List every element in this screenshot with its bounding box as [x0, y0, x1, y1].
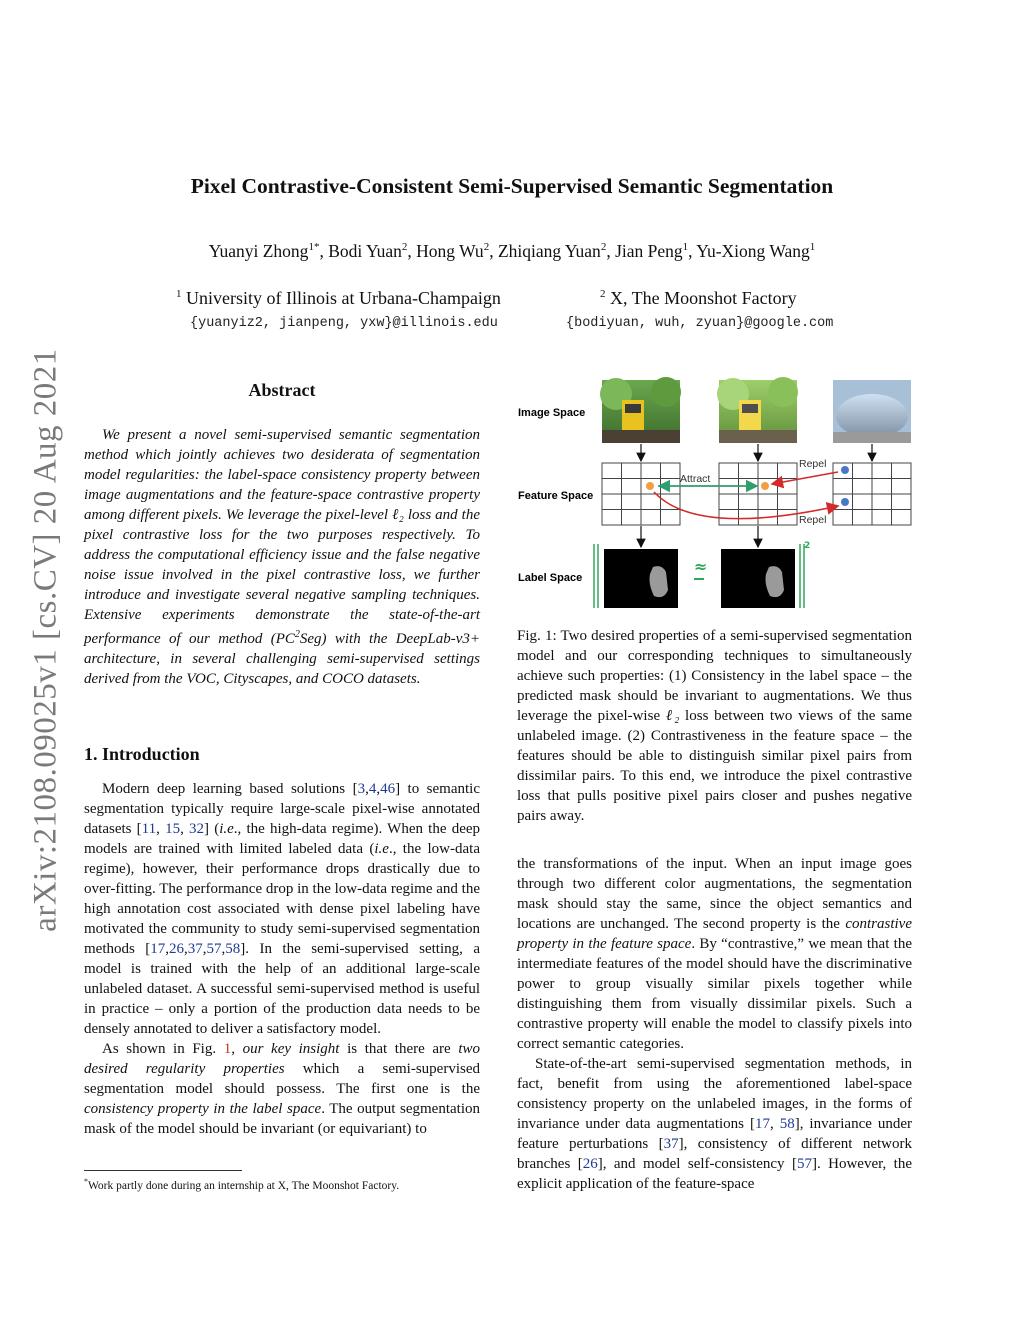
author: Hong Wu — [416, 241, 484, 261]
intro-paragraph-2 — [84, 1039, 480, 1139]
author-mark: 1* — [308, 241, 320, 254]
footnote-rule — [84, 1170, 242, 1171]
citation-link[interactable]: 37 — [187, 941, 203, 957]
text: two desired regularity properties — [84, 1041, 480, 1077]
intro-left-column — [84, 779, 480, 1139]
anchor-pixel-1 — [646, 482, 654, 490]
text: which a semi-supervised segmentation model should possess. The first one is the — [84, 1061, 480, 1097]
text: i.e — [219, 821, 234, 837]
text: ], invariance under feature perturbations [ — [517, 1116, 913, 1152]
figure-link[interactable]: 1 — [223, 1041, 232, 1057]
math-l2: ℓ₂ — [392, 507, 404, 523]
text: is that there are — [339, 1041, 459, 1057]
affiliation-mark: 1 — [176, 288, 182, 300]
image-view-2 — [717, 377, 798, 443]
author-list: Yuanyi Zhong$^{1*}$, Bodi Yuan$^2$, Hong Wu$^2$, Zhiqiang Yuan$^2$, Jian Peng$^1$, Yu-Xiong Wang$^1$ — [208, 241, 816, 261]
author-mark: 2 — [600, 241, 607, 254]
abstract-text: We present a novel semi-supervised semantic segmentation method which jointly achieves two desiderata of segmentation model regularities: the label-space consistency property between image augmentations and the feature-space contrastive property among different pixels. We leverage the pixel-level — [84, 427, 480, 523]
text: State-of-the-art semi-supervised segmentation methods, in fact, benefit from using the aforementioned label-space consistency property on the unlabeled images, in the forms of invariance under data augmentations [ — [517, 1056, 912, 1132]
citation-link[interactable]: 17 — [754, 1116, 770, 1132]
citation-link[interactable]: 58 — [779, 1116, 795, 1132]
image-view-1 — [600, 377, 681, 443]
repel-label-bottom: Repel — [799, 514, 827, 526]
affiliation-1 — [176, 288, 501, 309]
citation-link[interactable]: 58 — [225, 941, 241, 957]
attract-label: Attract — [680, 473, 711, 485]
author: Yu-Xiong Wang — [696, 241, 810, 261]
label-label-space: Label Space — [518, 572, 583, 584]
superscript: 2 — [294, 629, 300, 640]
negative-pixel-2 — [841, 498, 849, 506]
text: ., the high-data regime). When the deep models are trained with limited labeled data ( — [84, 821, 481, 857]
citation-link[interactable]: 57 — [206, 941, 222, 957]
caption-text: Fig. 1: Two desired properties of a semi-supervised segmentation model and our corresponding techniques to simultaneously achieve such properties: (1) Consistency in the label space – the predicted mask should be invariant to augmentations. We thus leverage the pixel-wise — [517, 628, 912, 724]
figure-1 — [516, 372, 916, 617]
author: Zhiqiang Yuan — [497, 241, 601, 261]
approx-sign: ≈ — [694, 557, 708, 576]
citation-link[interactable]: 37 — [663, 1136, 679, 1152]
author-mark: 2 — [483, 241, 490, 254]
text: ]. In the semi-supervised setting, a model is trained with the help of an additional large-scale unlabeled dataset. A successful semi-supervised method is useful in practice – only a portion of the production data needs to be densely annotated to deliver a satisfactory model. — [84, 941, 480, 1037]
affiliation-name: University of Illinois at Urbana-Champaign — [186, 288, 501, 308]
affiliation-name: X, The Moonshot Factory — [610, 288, 797, 308]
citation-link[interactable]: 3 — [357, 781, 366, 797]
text: ] to semantic segmentation typically require large-scale pixel-wise annotated datasets [ — [84, 781, 480, 837]
text: i.e — [374, 841, 389, 857]
paper-title: Pixel Contrastive-Consistent Semi-Supervised Semantic Segmentation — [190, 174, 834, 198]
citation-link[interactable]: 15 — [165, 821, 181, 837]
caption-text: loss between two views of the same unlabeled image. (2) Contrastiveness in the feature space – the features should be able to distinguish similar pixel pairs from dissimilar pairs. To this end, we introduce the pixel contrastive loss that pulls positive pixel pairs closer and pushes negative pairs away. — [517, 708, 912, 824]
arxiv-stamp — [22, 340, 70, 940]
intro-paragraph-3 — [517, 854, 912, 1054]
affiliation-mark: 2 — [600, 288, 606, 300]
text: . The output segmentation mask of the model should be invariant (or equivariant) to — [84, 1101, 480, 1137]
abstract-text: loss and the pixel contrastive loss for the two purposes respectively. To address the computational efficiency issue and the false negative noise issue involved in the pixel contrastive loss, we further introduce and investigate several negative sampling techniques. Extensive experiments demonstrate the state-of-the-art performance of our method (PC — [84, 507, 481, 647]
email-1: {yuanyiz2, jianpeng, yxw}@illinois.edu — [190, 316, 498, 331]
negative-pixel-1 — [841, 466, 849, 474]
mask-view-2 — [721, 549, 795, 608]
affiliation-2 — [600, 288, 797, 309]
author: Jian Peng — [615, 241, 683, 261]
footnote — [84, 1177, 484, 1192]
intro-right-column — [517, 854, 912, 1194]
text: ]. However, the explicit application of the feature-space — [517, 1156, 912, 1192]
text: our key insight — [242, 1041, 340, 1057]
intro-paragraph-4: State-of-the-art semi-supervised segmentation methods, in fact, benefit from using the aforementioned label-space consistency property on the unlabeled images, in the forms of invariance under data augmentations [17, 58], invariance under feature perturbations [37], consistency of different network branches [26], and model self-consistency [57]. However, the explicit application of the feature-space — [517, 1056, 913, 1192]
math-l2: ℓ₂ — [665, 708, 680, 724]
text: , — [231, 1041, 243, 1057]
text: . By “contrastive,” we mean that the intermediate features of the model should have the discriminative power to group visually similar pixels together while distinguishing them from visually dissimilar pixels. Such a contrastive property will enable the model to classify pixels into correct semantic categories. — [517, 936, 912, 1052]
text: As shown in Fig. — [102, 1041, 224, 1057]
footnote-text: Work partly done during an internship at X, The Moonshot Factory. — [88, 1179, 400, 1192]
text: ], consistency of different network branches [ — [517, 1136, 912, 1172]
abstract-body — [84, 425, 480, 689]
text: Modern deep learning based solutions [ — [102, 781, 358, 797]
author: Yuanyi Zhong — [208, 241, 309, 261]
citation-link[interactable]: 57 — [796, 1156, 812, 1172]
citation-link[interactable]: 17 — [150, 941, 166, 957]
figure-caption — [517, 626, 912, 826]
feature-grid-1 — [602, 463, 680, 525]
citation-link[interactable]: 4 — [368, 781, 377, 797]
text: ] ( — [204, 821, 220, 837]
text: ., the low-data regime), however, their performance drops drastically due to over-fitting. The performance drop in the low-data regime and the high annotation cost associated with dense pixel labeling have motivated the community to study semi-supervised segmentation methods [ — [84, 841, 480, 957]
citation-link[interactable]: 26 — [169, 941, 185, 957]
mask-view-1 — [604, 549, 678, 608]
abstract-text: Seg) with the DeepLab-v3+ architecture, in several challenging semi-supervised settings derived from the VOC, Cityscapes, and COCO datasets. — [84, 631, 480, 687]
footnote-mark: * — [84, 1177, 88, 1186]
author-mark: 1 — [682, 241, 689, 254]
citation-link[interactable]: 32 — [189, 821, 205, 837]
text: consistency property in the label space — [84, 1101, 322, 1117]
author: Bodi Yuan — [328, 241, 402, 261]
norm-subscript: 2 — [804, 541, 811, 551]
citation-link[interactable]: 26 — [582, 1156, 598, 1172]
arxiv-id: arXiv:2108.09025v1 [cs.CV] 20 Aug 2021 — [27, 348, 64, 932]
repel-label-top: Repel — [799, 458, 827, 470]
anchor-pixel-2 — [761, 482, 769, 490]
label-image-space: Image Space — [518, 407, 586, 419]
abstract-heading: Abstract — [248, 380, 316, 400]
text: the transformations of the input. When an input image goes through two different color augmentations, the segmentation mask should stay the same, since the object semantics and locations are unchanged. The second property is the — [517, 856, 912, 932]
email-2: {bodiyuan, wuh, zyuan}@google.com — [566, 316, 834, 331]
citation-link[interactable]: 46 — [380, 781, 396, 797]
image-other — [833, 380, 911, 443]
citation-link[interactable]: 11 — [141, 821, 157, 837]
intro-heading: 1. Introduction — [84, 744, 200, 764]
label-feature-space: Feature Space — [518, 490, 594, 502]
intro-paragraph-1: Modern deep learning based solutions [3,4,46] to semantic segmentation typically require large-scale pixel-wise annotated datasets [11, 15, 32] (i.e., the high-data regime). When the deep models are trained with limited labeled data (i.e., the low-data regime), however, their performance drops drastically due to over-fitting. The performance drop in the low-data regime and the high annotation cost associated with dense pixel labeling have motivated the community to study semi-supervised segmentation methods [17,26,37,57,58]. In the semi-supervised setting, a model is trained with the help of an additional large-scale unlabeled dataset. A successful semi-supervised method is useful in practice – only a portion of the production data needs to be densely annotated to deliver a satisfactory model. — [84, 781, 481, 1037]
author-mark: 1 — [809, 241, 816, 254]
author-mark: 2 — [401, 241, 408, 254]
text: contrastive property in the feature space — [517, 916, 912, 952]
text: ], and model self-consistency [ — [597, 1156, 797, 1172]
